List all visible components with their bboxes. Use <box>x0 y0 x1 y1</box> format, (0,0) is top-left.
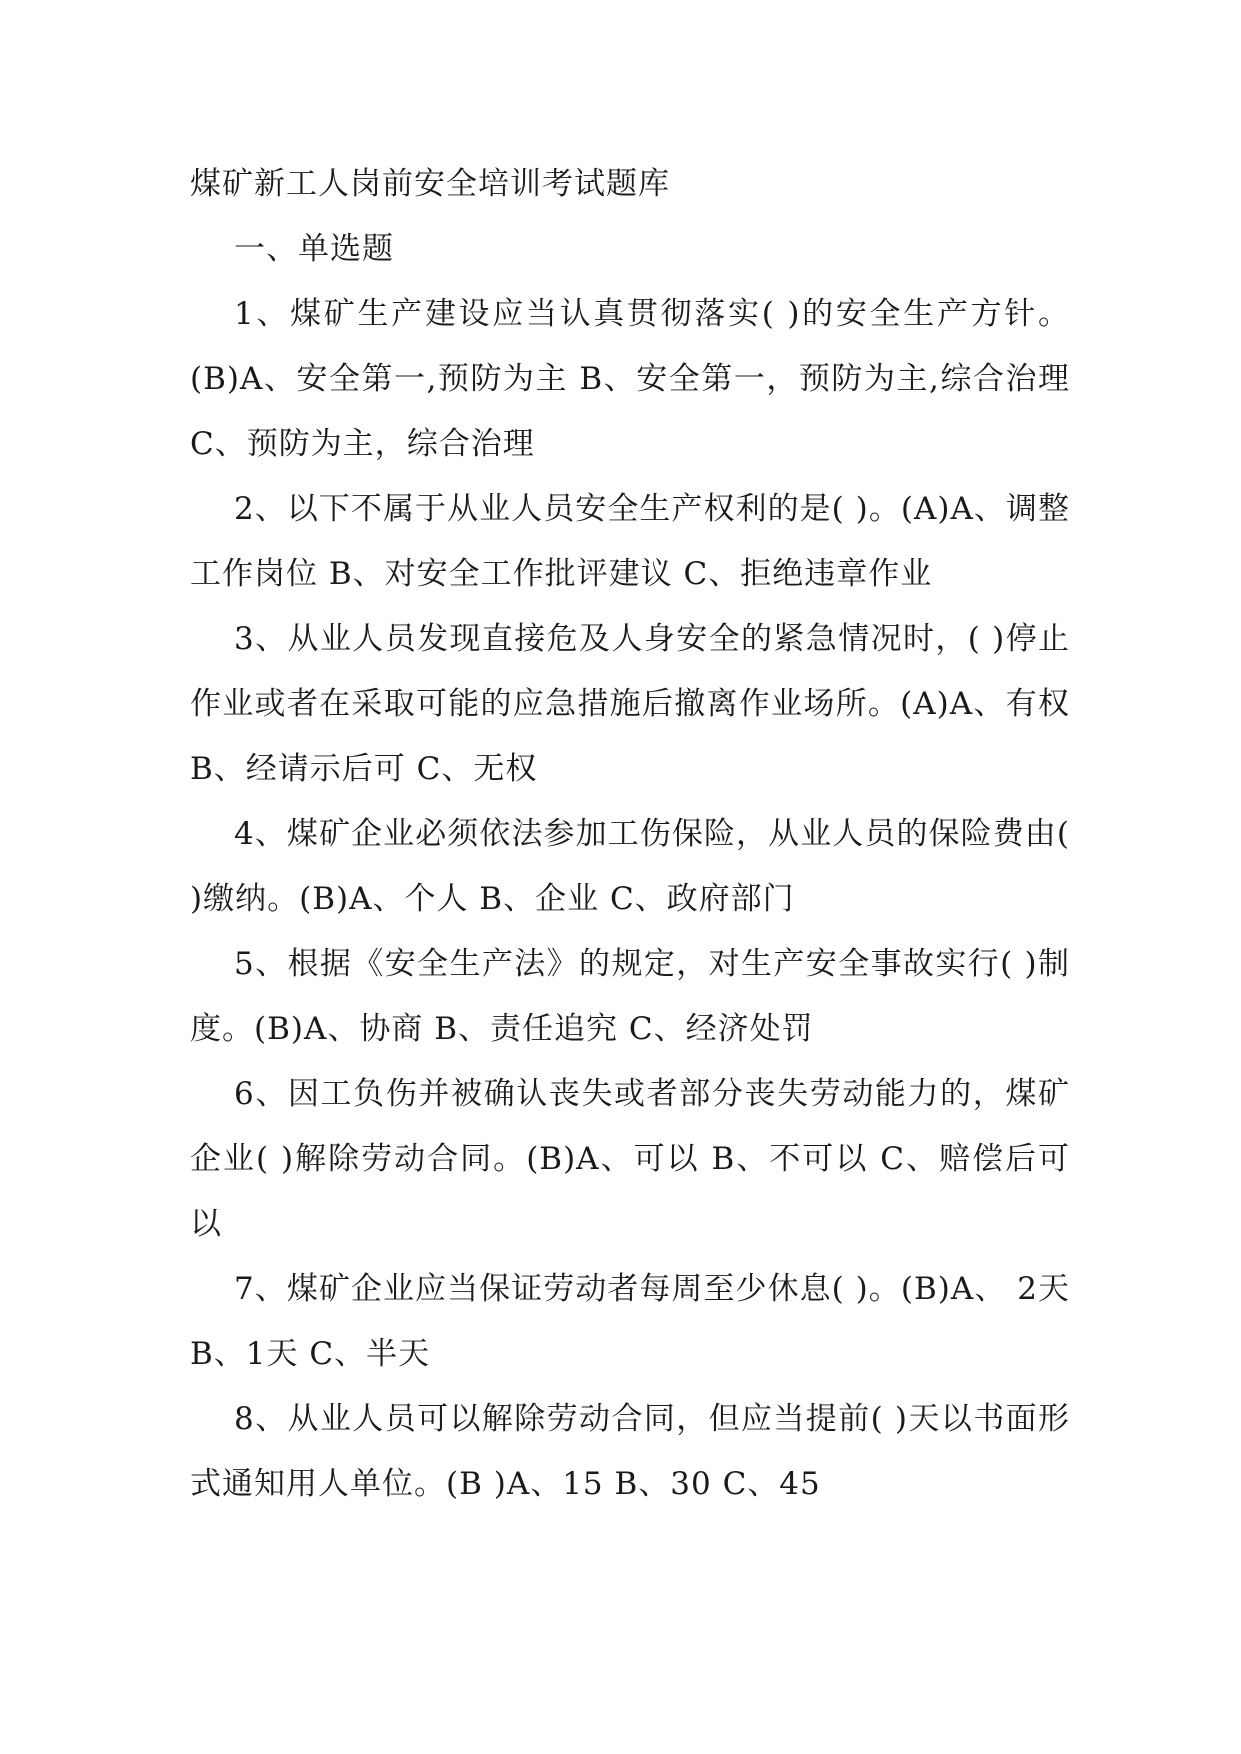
question-5: 5、根据《安全生产法》的规定，对生产安全事故实行( )制度。(B)A、协商 B、责任追究 C、经济处罚 <box>190 946 1070 1047</box>
document-title: 煤矿新工人岗前安全培训考试题库 <box>190 166 670 202</box>
question-8: 8、从业人员可以解除劳动合同，但应当提前( )天以书面形式通知用人单位。(B )A、15 B、30 C、45 <box>190 1401 1070 1502</box>
question-3: 3、从业人员发现直接危及人身安全的紧急情况时，( )停止作业或者在采取可能的应急措施后撤离作业场所。(A)A、有权 B、经请示后可 C、无权 <box>190 621 1070 787</box>
question-4: 4、煤矿企业必须依法参加工伤保险，从业人员的保险费由( )缴纳。(B)A、个人 B、企业 C、政府部门 <box>190 816 1070 917</box>
document-body <box>190 152 1070 1517</box>
question-2: 2、以下不属于从业人员安全生产权利的是( )。(A)A、调整工作岗位 B、对安全工作批评建议 C、拒绝违章作业 <box>190 491 1070 592</box>
question-1: 1、煤矿生产建设应当认真贯彻落实( )的安全生产方针。(B)A、安全第一,预防为主 B、安全第一，预防为主,综合治理 C、预防为主，综合治理 <box>190 296 1070 462</box>
question-7: 7、煤矿企业应当保证劳动者每周至少休息( )。(B)A、 2天 B、1天 C、半天 <box>190 1271 1070 1372</box>
question-6: 6、因工负伤并被确认丧失或者部分丧失劳动能力的，煤矿企业( )解除劳动合同。(B)A、可以 B、不可以 C、赔偿后可以 <box>190 1076 1070 1242</box>
section-heading: 一、单选题 <box>234 231 394 267</box>
